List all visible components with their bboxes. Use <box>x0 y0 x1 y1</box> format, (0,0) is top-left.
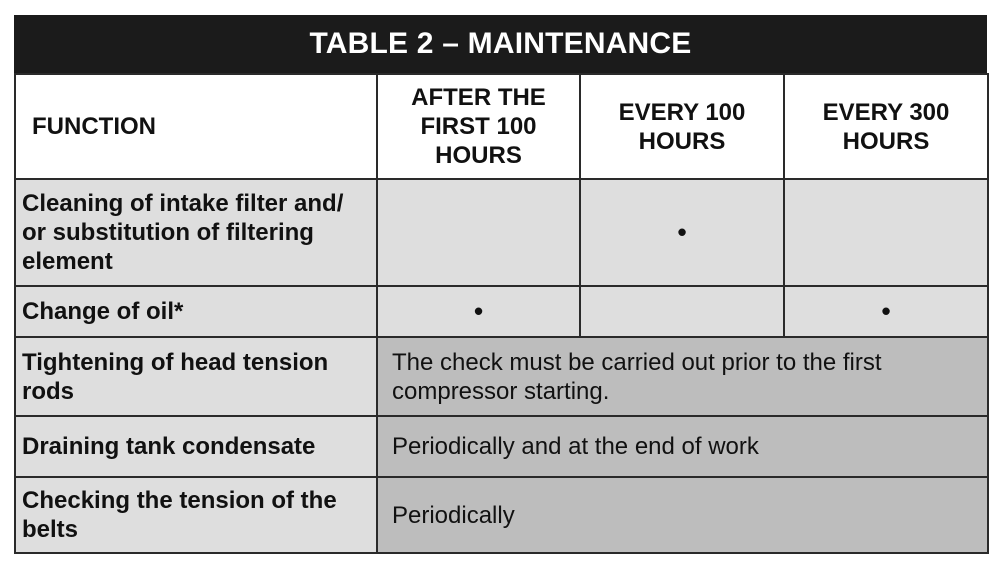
header-function: FUNCTION <box>15 74 377 179</box>
header-after-first-100-label: AFTER THE FIRST 100 HOURS <box>411 84 546 169</box>
table-row <box>15 477 988 553</box>
row-cell-every-100 <box>580 286 784 337</box>
header-every-100 <box>580 74 784 179</box>
row-note: Periodically <box>377 477 988 553</box>
row-cell-after-first-100 <box>377 286 580 337</box>
row-function: Cleaning of intake filter and/ or substitution of filtering element <box>15 179 377 286</box>
maintenance-table <box>14 73 989 554</box>
table-row <box>15 337 988 416</box>
row-cell-every-100 <box>580 179 784 286</box>
header-after-first-100 <box>377 74 580 179</box>
maintenance-table-container <box>14 15 987 554</box>
header-every-100-label: EVERY 100 HOURS <box>618 98 746 155</box>
row-function: Change of oil* <box>15 286 377 337</box>
table-row <box>15 416 988 477</box>
row-note: Periodically and at the end of work <box>377 416 988 477</box>
schedule-dot: • <box>677 217 687 247</box>
header-every-300 <box>784 74 988 179</box>
schedule-dot: • <box>473 296 484 326</box>
schedule-dot: • <box>881 296 891 326</box>
row-function: Checking the tension of the belts <box>15 477 377 553</box>
row-function: Tightening of head tension rods <box>15 337 377 416</box>
row-note: The check must be carried out prior to the first compressor starting. <box>377 337 988 416</box>
header-row <box>15 74 988 179</box>
row-cell-every-300 <box>784 286 988 337</box>
header-every-300-label: EVERY 300 HOURS <box>822 98 950 155</box>
row-cell-after-first-100 <box>377 179 580 286</box>
table-row <box>15 179 988 286</box>
table-title: TABLE 2 – MAINTENANCE <box>14 15 987 73</box>
row-cell-every-300 <box>784 179 988 286</box>
table-row <box>15 286 988 337</box>
row-function: Draining tank condensate <box>15 416 377 477</box>
